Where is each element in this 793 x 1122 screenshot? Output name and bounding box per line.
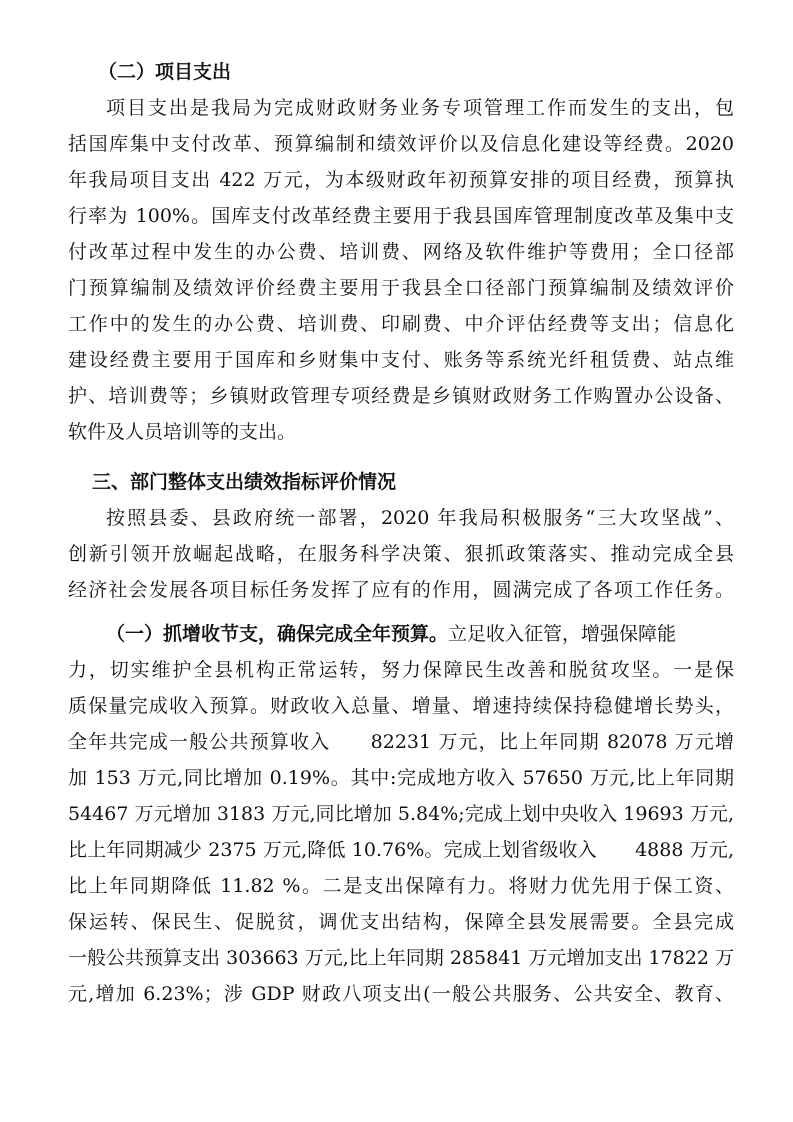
paragraph-line: 按照县委、县政府统一部署，2020 年我局积极服务“三大攻坚战”、 xyxy=(106,507,734,529)
paragraph-line: 比上年同期减少 2375 万元,降低 10.76%。完成上划省级收入 4888 万元, xyxy=(68,839,734,861)
lead-rest-text: 立足收入征管，增强保障能 xyxy=(448,623,677,645)
paragraph-line: 力，切实维护全县机构正常运转，努力保障民生改善和脱贫攻坚。一是保 xyxy=(68,659,734,681)
paragraph-line: 项目支出是我局为完成财政财务业务专项管理工作而发生的支出，包 xyxy=(106,97,734,119)
paragraph-line: 经济社会发展各项目标任务发挥了应有的作用，圆满完成了各项工作任务。 xyxy=(68,579,734,601)
paragraph-line: 年我局项目支出 422 万元，为本级财政年初预算安排的项目经费，预算执 xyxy=(68,169,734,191)
paragraph-line: 工作中的发生的办公费、培训费、印刷费、中介评估经费等支出；信息化 xyxy=(68,313,734,335)
paragraph-line: 付改革过程中发生的办公费、培训费、网络及软件维护等费用；全口径部 xyxy=(68,241,734,263)
main-heading: 三、部门整体支出绩效指标评价情况 xyxy=(92,471,397,493)
paragraph-line: 加 153 万元,同比增加 0.19%。其中:完成地方收入 57650 万元,比上年同期 xyxy=(68,767,734,789)
paragraph-line: 门预算编制及绩效评价经费主要用于我县全口径部门预算编制及绩效评价 xyxy=(68,277,734,299)
paragraph-line: 全年共完成一般公共预算收入 82231 万元，比上年同期 82078 万元增 xyxy=(68,731,734,753)
section-heading: （二）项目支出 xyxy=(98,61,232,83)
paragraph-line: 软件及人员培训等的支出。 xyxy=(68,421,297,443)
paragraph-line: 一般公共预算支出 303663 万元,比上年同期 285841 万元增加支出 17822 万 xyxy=(68,947,734,969)
paragraph-line: 54467 万元增加 3183 万元,同比增加 5.84%;完成上划中央收入 19693 万元, xyxy=(68,803,734,825)
paragraph-line: 护、培训费等；乡镇财政管理专项经费是乡镇财政财务工作购置办公设备、 xyxy=(68,385,734,407)
paragraph-line: 创新引领开放崛起战略，在服务科学决策、狠抓政策落实、推动完成全县 xyxy=(68,543,734,565)
paragraph-line: 比上年同期降低 11.82 %。二是支出保障有力。将财力优先用于保工资、 xyxy=(68,875,734,897)
bold-lead-text: （一）抓增收节支，确保完成全年预算。 xyxy=(106,623,449,645)
paragraph-line: 保运转、保民生、促脱贫，调优支出结构，保障全县发展需要。全县完成 xyxy=(68,911,734,933)
paragraph-line: 质保量完成收入预算。财政收入总量、增量、增速持续保持稳健增长势头， xyxy=(68,695,734,717)
paragraph-first-line xyxy=(106,620,734,648)
paragraph-line: 建设经费主要用于国库和乡财集中支付、账务等系统光纤租赁费、站点维 xyxy=(68,349,734,371)
paragraph-line: 括国库集中支付改革、预算编制和绩效评价以及信息化建设等经费。2020 xyxy=(68,133,734,155)
paragraph-line: 行率为 100%。国库支付改革经费主要用于我县国库管理制度改革及集中支 xyxy=(68,205,734,227)
paragraph-line: 元,增加 6.23%；涉 GDP 财政八项支出(一般公共服务、公共安全、教育、 xyxy=(68,983,734,1005)
